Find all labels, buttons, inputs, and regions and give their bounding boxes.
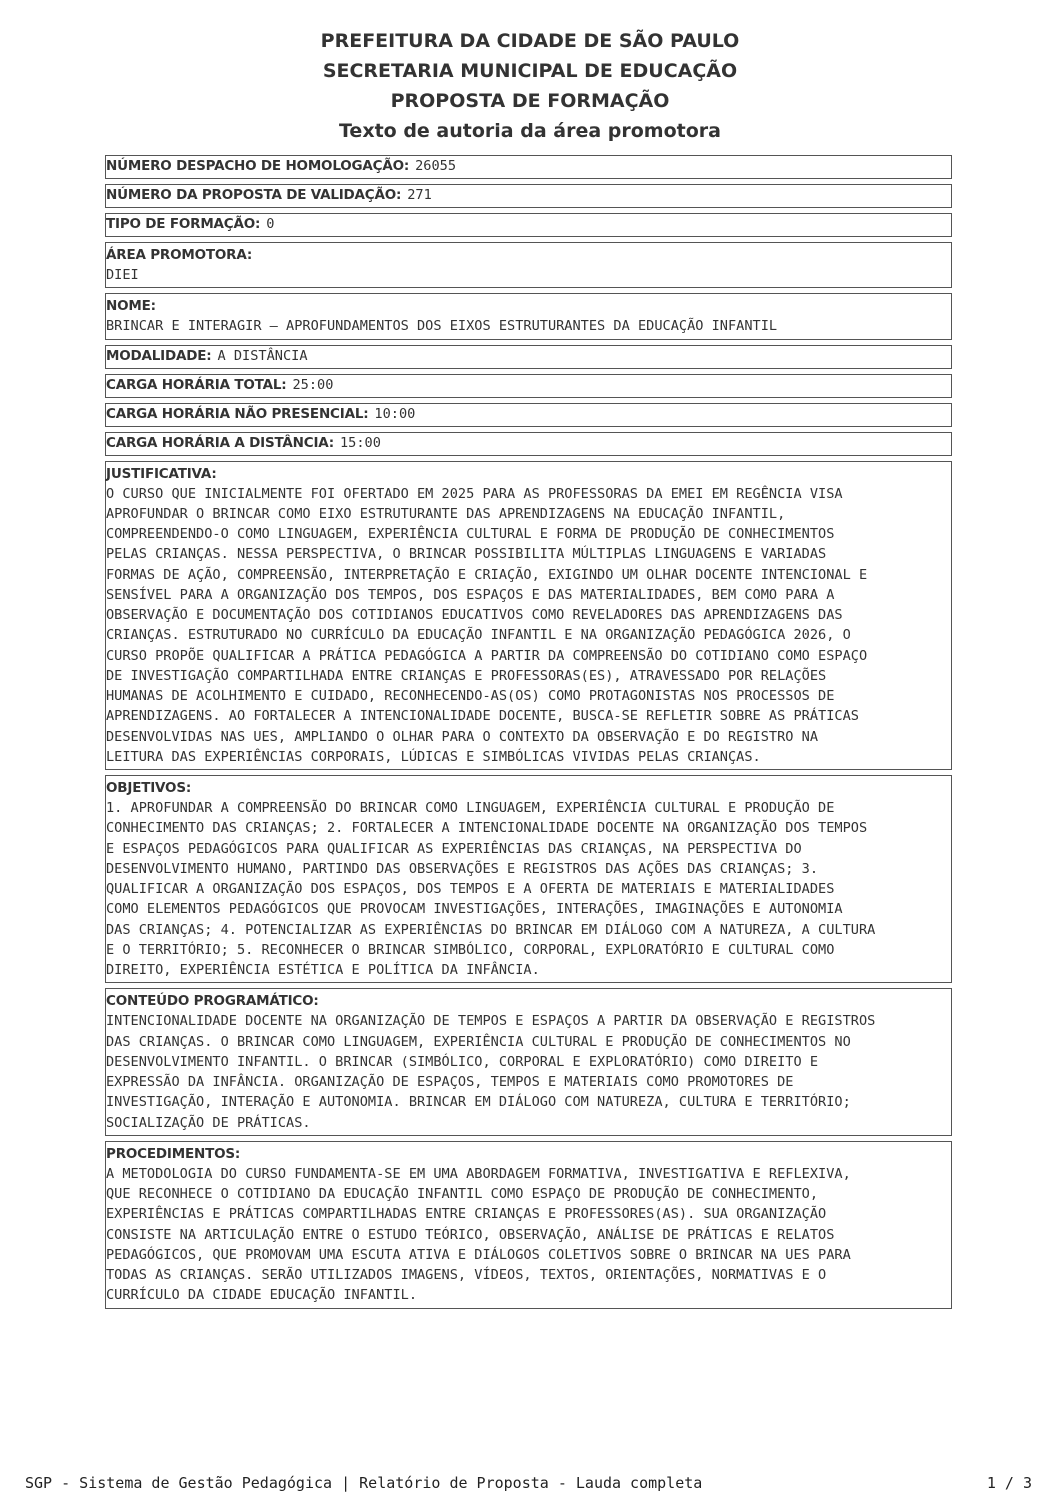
field-carga-distancia-label: CARGA HORÁRIA A DISTÂNCIA: bbox=[106, 434, 334, 451]
field-nome-value: BRINCAR E INTERAGIR – APROFUNDAMENTOS DOS EIXOS ESTRUTURANTES DA EDUCAÇÃO INFANTIL bbox=[106, 318, 778, 335]
header-proposta: PROPOSTA DE FORMAÇÃO bbox=[390, 90, 670, 112]
field-tipo bbox=[105, 213, 952, 237]
field-tipo-value: 0 bbox=[266, 216, 275, 232]
field-modalidade-value: A DISTÂNCIA bbox=[217, 347, 308, 364]
field-area bbox=[105, 242, 952, 288]
field-proposta bbox=[105, 184, 952, 208]
field-procedimentos-label: PROCEDIMENTOS: bbox=[106, 1145, 241, 1162]
field-carga-total-label: CARGA HORÁRIA TOTAL: bbox=[106, 376, 287, 393]
fields-container bbox=[105, 155, 952, 1314]
field-carga-nao-presencial bbox=[105, 403, 952, 427]
field-carga-total bbox=[105, 374, 952, 398]
field-proposta-value: 271 bbox=[407, 187, 432, 203]
field-proposta-label: NÚMERO DA PROPOSTA DE VALIDAÇÃO: bbox=[106, 187, 402, 203]
field-conteudo-value: INTENCIONALIDADE DOCENTE NA ORGANIZAÇÃO DE TEMPOS E ESPAÇOS A PARTIR DA OBSERVAÇÃO E REGISTROS DAS CRIANÇAS. O BRINCAR COMO LINGUAGEM, EXPERIÊNCIA CULTURAL E PRODUÇÃO DE CONHECIMENTOS NO DESENVOLVIMENTO INFANTIL. O BRINCAR (SIMBÓLICO, CORPORAL E EXPLORATÓRIO) COMO DIREITO E EXPRESSÃO DA INFÂNCIA. ORGANIZAÇÃO DE ESPAÇOS, TEMPOS E MATERIAIS COMO PROMOTORES DE INVESTIGAÇÃO, INTERAÇÃO E AUTONOMIA. BRINCAR EM DIÁLOGO COM NATUREZA, CULTURA E TERRITÓRIO; SOCIALIZAÇÃO DE PRÁTICAS. bbox=[106, 1013, 876, 1131]
field-objetivos bbox=[105, 775, 952, 983]
header-secretaria: SECRETARIA MUNICIPAL DE EDUCAÇÃO bbox=[322, 60, 738, 82]
field-conteudo-label: CONTEÚDO PROGRAMÁTICO: bbox=[106, 993, 319, 1010]
field-tipo-label: TIPO DE FORMAÇÃO: bbox=[106, 216, 261, 232]
footer-report-title: SGP - Sistema de Gestão Pedagógica | Relatório de Proposta - Lauda completa bbox=[25, 1474, 703, 1492]
field-justificativa-value: O CURSO QUE INICIALMENTE FOI OFERTADO EM 2025 PARA AS PROFESSORAS DA EMEI EM REGÊNCIA VISA APROFUNDAR O BRINCAR COMO EIXO ESTRUTURANTE DAS APRENDIZAGENS NA EDUCAÇÃO INFANTIL, COMPREENDENDO-O COMO LINGUAGEM, EXPERIÊNCIA CULTURAL E FORMA DE PRODUÇÃO DE CONHECIMENTOS PELAS CRIANÇAS. NESSA PERSPECTIVA, O BRINCAR POSSIBILITA MÚLTIPLAS LINGUAGENS E VARIADAS FORMAS DE AÇÃO, COMPREENSÃO, INTERPRETAÇÃO E CRIAÇÃO, EXIGINDO UM OLHAR DOCENTE INTENCIONAL E SENSÍVEL PARA A ORGANIZAÇÃO DOS TEMPOS, DOS ESPAÇOS E DAS MATERIALIDADES, BEM COMO PARA A OBSERVAÇÃO E DOCUMENTAÇÃO DOS COTIDIANOS EDUCATIVOS COMO REVELADORES DAS APRENDIZAGENS DAS CRIANÇAS. ESTRUTURADO NO CURRÍCULO DA EDUCAÇÃO INFANTIL E NA ORGANIZAÇÃO PEDAGÓGICA 2026, O CURSO PROPÕE QUALIFICAR A PRÁTICA PEDAGÓGICA A PARTIR DA COMPREENSÃO DO COTIDIANO COMO ESPAÇO DE INVESTIGAÇÃO COMPARTILHADA ENTRE CRIANÇAS E PROFESSORAS(ES), ATRAVESSADO POR RELAÇÕES HUMANAS DE ACOLHIMENTO E CUIDADO, RECONHECENDO-AS(OS) COMO PROTAGONISTAS NOS PROCESSOS DE APRENDIZAGENS. AO FORTALECER A INTENCIONALIDADE DOCENTE, BUSCA-SE REFLETIR SOBRE AS PRÁTICAS DESENVOLVIDAS NAS UES, AMPLIANDO O OLHAR PARA O CONTEXTO DA OBSERVAÇÃO E DO REGISTRO NA LEITURA DAS EXPERIÊNCIAS CORPORAIS, LÚDICAS E SIMBÓLICAS VIVIDAS PELAS CRIANÇAS. bbox=[106, 485, 868, 765]
page-footer bbox=[0, 1472, 1060, 1496]
field-nome-label: NOME: bbox=[106, 298, 156, 315]
document-header bbox=[0, 26, 1060, 146]
field-carga-nao-presencial-label: CARGA HORÁRIA NÃO PRESENCIAL: bbox=[106, 405, 369, 422]
field-area-label: ÁREA PROMOTORA: bbox=[106, 247, 253, 263]
field-objetivos-value: 1. APROFUNDAR A COMPREENSÃO DO BRINCAR COMO LINGUAGEM, EXPERIÊNCIA CULTURAL E PRODUÇÃO DE CONHECIMENTO DAS CRIANÇAS; 2. FORTALECER A INTENCIONALIDADE DOCENTE NA ORGANIZAÇÃO DOS TEMPOS E ESPAÇOS PEDAGÓGICOS PARA QUALIFICAR AS EXPERIÊNCIAS DAS CRIANÇAS, NA PERSPECTIVA DO DESENVOLVIMENTO HUMANO, PARTINDO DAS OBSERVAÇÕES E REGISTROS DAS AÇÕES DAS CRIANÇAS; 3. QUALIFICAR A ORGANIZAÇÃO DOS ESPAÇOS, DOS TEMPOS E A OFERTA DE MATERIAIS E MATERIALIDADES COMO ELEMENTOS PEDAGÓGICOS QUE PROVOCAM INVESTIGAÇÕES, INTERAÇÕES, IMAGINAÇÕES E AUTONOMIA DAS CRIANÇAS; 4. POTENCIALIZAR AS EXPERIÊNCIAS DO BRINCAR EM DIÁLOGO COM A NATUREZA, A CULTURA E O TERRITÓRIO; 5. RECONHECER O BRINCAR SIMBÓLICO, CORPORAL, EXPLORATÓRIO E CULTURAL COMO DIREITO, EXPERIÊNCIA ESTÉTICA E POLÍTICA DA INFÂNCIA. bbox=[106, 800, 876, 978]
field-procedimentos bbox=[105, 1141, 952, 1309]
field-procedimentos-value: A METODOLOGIA DO CURSO FUNDAMENTA-SE EM UMA ABORDAGEM FORMATIVA, INVESTIGATIVA E REFLEXIVA, QUE RECONHECE O COTIDIANO DA EDUCAÇÃO INFANTIL COMO ESPAÇO DE PRODUÇÃO DE CONHECIMENTO, EXPERIÊNCIAS E PRÁTICAS COMPARTILHADAS ENTRE CRIANÇAS E PROFESSORES(AS). SUA ORGANIZAÇÃO CONSISTE NA ARTICULAÇÃO ENTRE O ESTUDO TEÓRICO, OBSERVAÇÃO, ANÁLISE DE PRÁTICAS E RELATOS PEDAGÓGICOS, QUE PROMOVAM UMA ESCUTA ATIVA E DIÁLOGOS COLETIVOS SOBRE O BRINCAR NA UES PARA TODAS AS CRIANÇAS. SERÃO UTILIZADOS IMAGENS, VÍDEOS, TEXTOS, ORIENTAÇÕES, NORMATIVAS E O CURRÍCULO DA CIDADE EDUCAÇÃO INFANTIL. bbox=[106, 1165, 851, 1304]
field-modalidade bbox=[105, 345, 952, 369]
field-justificativa bbox=[105, 461, 952, 771]
field-despacho-value: 26055 bbox=[415, 158, 457, 174]
footer-page-number: 1 / 3 bbox=[986, 1474, 1032, 1492]
field-nome bbox=[105, 293, 952, 339]
field-conteudo bbox=[105, 988, 952, 1136]
header-autoria: Texto de autoria da área promotora bbox=[339, 120, 721, 142]
field-area-value: DIEI bbox=[106, 267, 139, 283]
field-carga-distancia bbox=[105, 432, 952, 456]
field-despacho-label: NÚMERO DESPACHO DE HOMOLOGAÇÃO: bbox=[106, 158, 410, 174]
field-modalidade-label: MODALIDADE: bbox=[106, 347, 212, 364]
field-despacho bbox=[105, 155, 952, 179]
field-objetivos-label: OBJETIVOS: bbox=[106, 780, 192, 796]
field-carga-total-value: 25:00 bbox=[292, 376, 334, 393]
field-carga-distancia-value: 15:00 bbox=[340, 434, 381, 451]
header-prefeitura: PREFEITURA DA CIDADE DE SÃO PAULO bbox=[320, 30, 740, 52]
field-justificativa-label: JUSTIFICATIVA: bbox=[106, 465, 217, 482]
field-carga-nao-presencial-value: 10:00 bbox=[374, 405, 416, 422]
